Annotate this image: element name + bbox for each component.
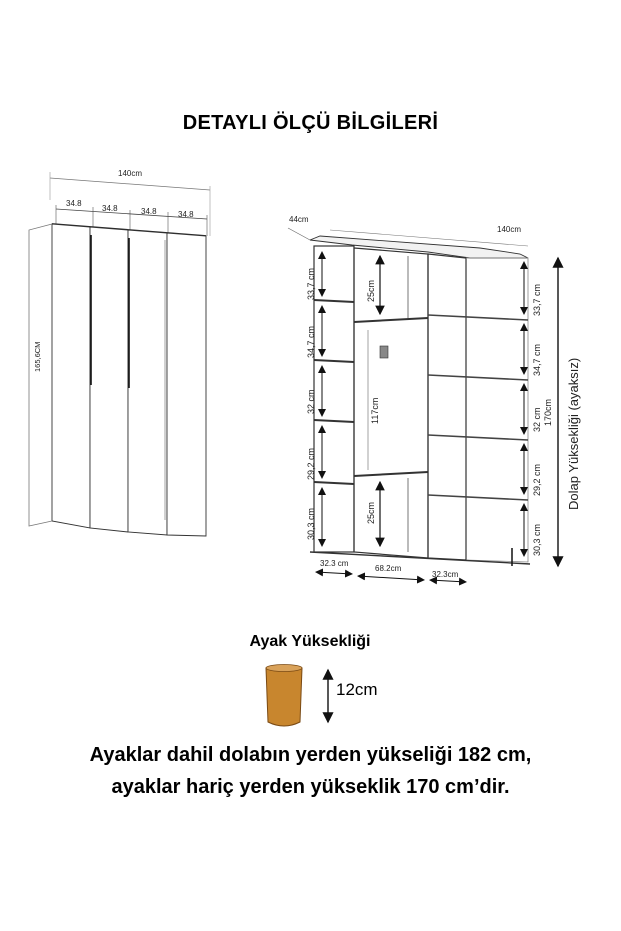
front-width-label: 140cm (118, 169, 143, 178)
door-panel (167, 233, 206, 536)
left-shelf-height: 29,2 cm (306, 447, 316, 480)
left-shelf-height: 34,7 cm (306, 325, 316, 358)
caption-line-2: ayaklar hariç yerden yükseklik 170 cm’dir. (111, 776, 510, 798)
leg-title: Ayak Yüksekliği (249, 633, 371, 650)
leg-icon (266, 668, 302, 726)
door-panel (52, 224, 90, 528)
open-width-label: 140cm (497, 225, 522, 234)
door-width-label: 34.8 (66, 199, 82, 208)
right-shelf-height: 30,3 cm (532, 523, 542, 556)
right-shelf-height: 34,7 cm (532, 343, 542, 376)
caption-line-1: Ayaklar dahil dolabın yerden yükseliği 182 cm, (89, 744, 532, 766)
page-title: DETAYLI ÖLÇÜ BİLGİLERİ (182, 112, 439, 134)
top-board (310, 236, 528, 258)
left-column (314, 246, 354, 552)
right-shelf-height: 33,7 cm (532, 283, 542, 316)
right-shelf-height: 32 cm (532, 407, 542, 432)
door-width-label: 34.8 (178, 210, 194, 219)
center-hanging-height: 117cm (370, 397, 380, 424)
bottom-width-label: 68.2cm (375, 564, 402, 573)
leg-height-label: 12cm (336, 680, 378, 699)
leg-diagram (266, 665, 328, 727)
door-panel (128, 230, 167, 535)
door-width-label: 34.8 (141, 207, 157, 216)
hanging-rail (380, 346, 388, 358)
door-panel (90, 227, 128, 532)
front-width-line (50, 178, 210, 190)
center-top-height: 25cm (366, 279, 376, 302)
left-shelf-height: 32 cm (306, 389, 316, 414)
front-height-label: 165,6CM (33, 341, 42, 372)
left-shelf-height: 33,7 cm (306, 267, 316, 300)
bottom-width-label: 32.3 cm (320, 559, 349, 568)
depth-label: 44cm (289, 215, 309, 224)
door-width-label: 34.8 (102, 204, 118, 213)
right-shelf-height: 29,2 cm (532, 463, 542, 496)
right-total-height: 170cm (543, 398, 553, 426)
total-height-label: Dolap Yüksekliği (ayaksız) (566, 357, 581, 510)
open-view (288, 215, 581, 582)
left-shelf-height: 30,3 cm (306, 507, 316, 540)
right-column (428, 254, 466, 560)
front-view (29, 169, 210, 536)
center-bottom-height: 25cm (366, 501, 376, 524)
bottom-width-label: 32.3cm (432, 570, 459, 579)
